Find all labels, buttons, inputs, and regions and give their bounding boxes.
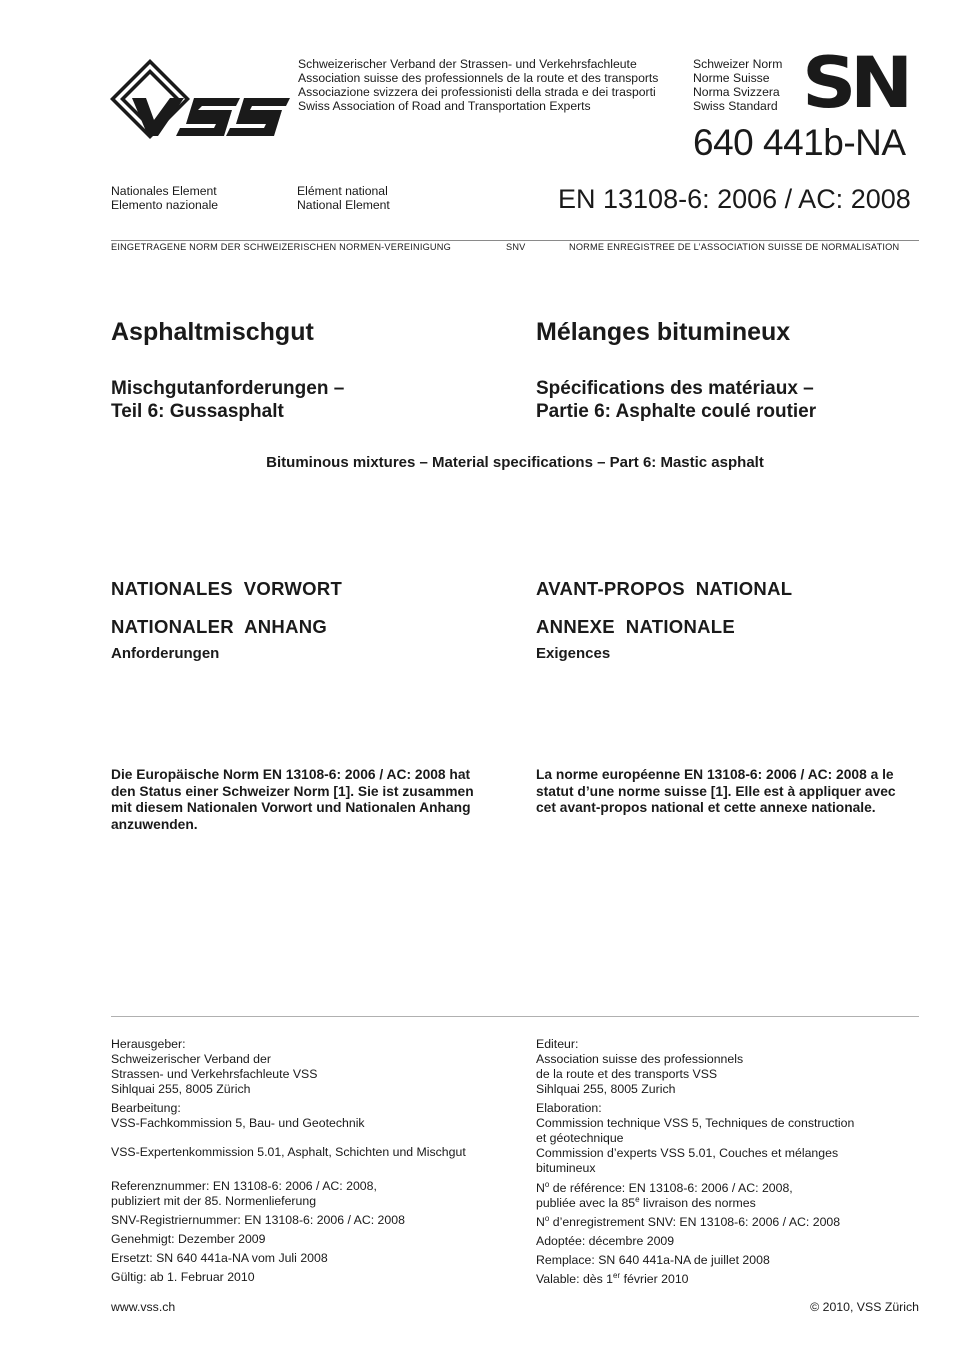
intro-de-line: Die Europäische Norm EN 13108-6: 2006 / AC: 2008 hat xyxy=(111,767,471,782)
footer-de xyxy=(111,1037,521,1285)
standard-type-fr: Norme Suisse xyxy=(693,71,770,85)
reference-de: Referenznummer: EN 13108-6: 2006 / AC: 2008, xyxy=(111,1179,377,1193)
standard-type-en: Swiss Standard xyxy=(693,99,778,113)
publisher-line-fr: Sihlquai 255, 8005 Zurich xyxy=(536,1082,676,1096)
publisher-label-de: Herausgeber: xyxy=(111,1037,186,1051)
intro-de-line: anzuwenden. xyxy=(111,816,198,832)
intro-fr-line: La norme européenne EN 13108-6: 2006 / AC: 2008 a le xyxy=(536,767,894,782)
title-de: Asphaltmischgut xyxy=(111,318,314,346)
publisher-label-fr: Editeur: xyxy=(536,1037,579,1051)
footer-divider xyxy=(111,1016,919,1017)
approved-fr: Adoptée: décembre 2009 xyxy=(536,1234,675,1248)
publisher-line-de: Sihlquai 255, 8005 Zürich xyxy=(111,1082,251,1096)
vss-logo-text: VSS xyxy=(110,58,113,59)
editing-line-fr: Commission d’experts VSS 5.01, Couches et mélanges xyxy=(536,1146,839,1160)
editing-line-de: VSS-Fachkommission 5, Bau- und Geotechnik xyxy=(111,1116,365,1130)
publisher-line-fr: de la route et des transports VSS xyxy=(536,1067,718,1081)
org-line-de: Schweizerischer Verband der Strassen- und Verkehrsfachleute xyxy=(298,57,637,71)
org-names xyxy=(298,57,658,113)
subtitle-de xyxy=(111,377,344,423)
national-element-en: National Element xyxy=(297,198,390,212)
annex-fr: ANNEXE NATIONALE xyxy=(536,616,736,637)
national-element-fr: Elément national xyxy=(297,184,388,198)
publisher-line-de: Strassen- und Verkehrsfachleute VSS xyxy=(111,1067,318,1081)
subtitle-de-line-2: Teil 6: Gussasphalt xyxy=(111,401,284,422)
editing-line-fr: et géotechnique xyxy=(536,1131,624,1145)
national-element-fr-en xyxy=(297,184,390,212)
title-fr: Mélanges bitumineux xyxy=(536,318,791,346)
website-link[interactable]: www.vss.ch xyxy=(111,1300,176,1314)
intro-fr-line: statut d’une norme suisse [1]. Elle est à appliquer avec xyxy=(536,783,896,799)
foreword-de: NATIONALES VORWORT xyxy=(111,578,343,599)
foreword-fr: AVANT-PROPOS NATIONAL xyxy=(536,578,793,599)
editing-line-de: VSS-Expertenkommission 5.01, Asphalt, Schichten und Mischgut xyxy=(111,1145,466,1159)
subtitle-fr-line-2: Partie 6: Asphalte coulé routier xyxy=(536,401,817,422)
editing-line-fr: bitumineux xyxy=(536,1161,596,1175)
norm-number: 640 441b-NA xyxy=(693,122,906,163)
org-line-en: Swiss Association of Road and Transportation Experts xyxy=(298,99,591,113)
title-en: Bituminous mixtures – Material specifications – Part 6: Mastic asphalt xyxy=(266,454,764,471)
approved-de: Genehmigt: Dezember 2009 xyxy=(111,1232,266,1246)
editing-line-fr: Commission technique VSS 5, Techniques de construction xyxy=(536,1116,855,1130)
national-element-de: Nationales Element xyxy=(111,184,217,198)
reference-fr: $N^o$ de référence: EN 13108-6: 2006 / AC: 2008, xyxy=(536,1179,793,1195)
subtitle-fr xyxy=(536,377,816,423)
intro-fr xyxy=(536,767,896,817)
subtitle-fr-line-1: Spécifications des matériaux – xyxy=(536,378,814,399)
valid-de: Gültig: ab 1. Februar 2010 xyxy=(111,1270,255,1284)
snv-registration-de: SNV-Registriernummer: EN 13108-6: 2006 / AC: 2008 xyxy=(111,1213,405,1227)
standard-type-de: Schweizer Norm xyxy=(693,57,783,71)
replaces-de: Ersetzt: SN 640 441a-NA vom Juli 2008 xyxy=(111,1251,328,1265)
subtitle-de-line-1: Mischgutanforderungen – xyxy=(111,378,345,399)
intro-de-line: den Status einer Schweizer Norm [1]. Sie ist zusammen xyxy=(111,783,474,799)
intro-de xyxy=(111,767,474,833)
requirements-fr: Exigences xyxy=(536,645,611,662)
snv-registration-fr: $N^o$ d’enregistrement SNV: EN 13108-6: 2006 / AC: 2008 xyxy=(536,1213,841,1229)
publisher-line-de: Schweizerischer Verband der xyxy=(111,1052,271,1066)
reference-fr-2: publiée avec la 85e livraison des normes xyxy=(536,1194,756,1210)
requirements-de: Anforderungen xyxy=(111,645,220,662)
editing-label-de: Bearbeitung: xyxy=(111,1101,181,1115)
replaces-fr: Remplace: SN 640 441a-NA de juillet 2008 xyxy=(536,1253,770,1267)
reference-de-2: publiziert mit der 85. Normenlieferung xyxy=(111,1194,317,1208)
publisher-line-fr: Association suisse des professionnels xyxy=(536,1052,744,1066)
registered-de: EINGETRAGENE NORM DER SCHWEIZERISCHEN NORMEN-VEREINIGUNG xyxy=(111,242,451,252)
org-line-it: Associazione svizzera dei professionisti della strada e dei trasporti xyxy=(298,85,656,99)
intro-fr-line: cet avant-propos national et cette annexe nationale. xyxy=(536,800,876,815)
registered-snv: SNV xyxy=(506,242,526,252)
en-reference: EN 13108-6: 2006 / AC: 2008 xyxy=(558,184,911,214)
vss-logo xyxy=(110,58,292,140)
header-divider xyxy=(111,240,919,241)
sn-logo: SN xyxy=(802,42,907,124)
standard-type-it: Norma Svizzera xyxy=(693,85,780,99)
registered-fr: NORME ENREGISTREE DE L’ASSOCIATION SUISSE DE NORMALISATION xyxy=(569,242,900,252)
national-element-de-it xyxy=(111,184,218,212)
standard-type xyxy=(693,57,782,113)
copyright: © 2010, VSS Zürich xyxy=(810,1300,919,1314)
intro-de-line: mit diesem Nationalen Vorwort und Nationalen Anhang xyxy=(111,800,471,815)
national-element-it: Elemento nazionale xyxy=(111,198,219,212)
footer-fr xyxy=(536,1037,926,1287)
annex-de: NATIONALER ANHANG xyxy=(111,616,328,637)
org-line-fr: Association suisse des professionnels de la route et des transports xyxy=(298,71,659,85)
valid-fr: Valable: dès 1er février 2010 xyxy=(536,1270,689,1286)
editing-label-fr: Elaboration: xyxy=(536,1101,602,1115)
